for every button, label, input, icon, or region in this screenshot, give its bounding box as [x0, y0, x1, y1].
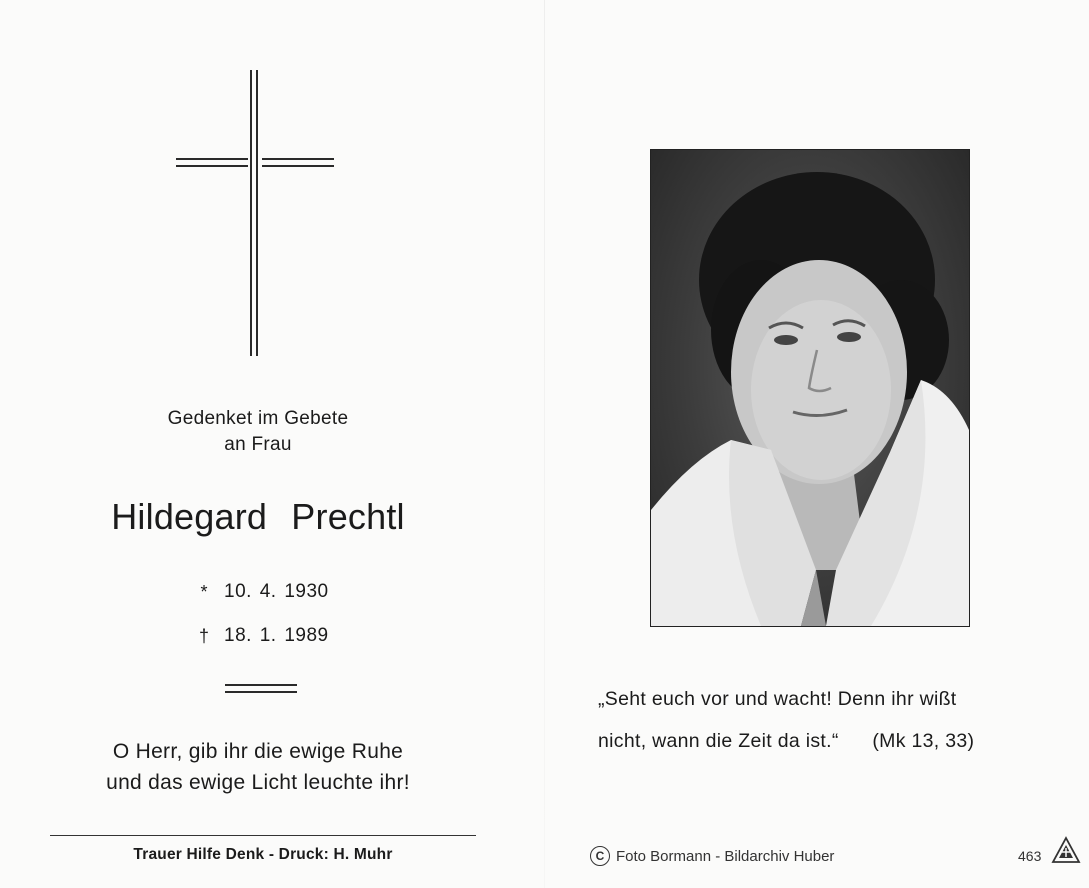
bible-quote — [598, 678, 1038, 762]
death-date: 18. 1. 1989 — [224, 625, 329, 646]
footer-rule — [50, 835, 476, 836]
remember-text — [40, 406, 476, 458]
copyright-icon: C — [590, 846, 610, 866]
birth-row — [184, 570, 329, 614]
quote-line-1: „Seht euch vor und wacht! Denn ihr wißt — [598, 688, 957, 710]
quote-reference: (Mk 13, 33) — [872, 730, 975, 752]
remember-line-1: Gedenket im Gebete — [167, 408, 349, 429]
printer-credit: Trauer Hilfe Denk - Druck: H. Muhr — [133, 846, 393, 863]
cross-icon — [176, 70, 334, 356]
page-number: 463 — [1018, 848, 1042, 864]
death-row — [184, 614, 329, 658]
photo-credit-block — [590, 846, 834, 866]
quote-line-2-text: nicht, wann die Zeit da ist.“ — [598, 730, 839, 752]
quote-line-2 — [598, 720, 1038, 762]
death-symbol: † — [198, 625, 209, 646]
prayer-line-1: O Herr, gib ihr die ewige Ruhe — [112, 740, 404, 763]
deceased-name: Hildegard Prechtl — [111, 496, 405, 537]
remember-line-2: an Frau — [224, 434, 292, 455]
divider-line-bottom — [225, 691, 297, 693]
prayer-line-2: und das ewige Licht leuchte ihr! — [106, 771, 410, 794]
dates — [184, 570, 329, 658]
fold-line — [544, 0, 545, 888]
birth-symbol: * — [200, 581, 208, 602]
birth-date: 10. 4. 1930 — [224, 581, 329, 602]
prayer — [40, 736, 476, 798]
divider-line-top — [225, 684, 297, 686]
triangle-logo-icon — [1051, 836, 1081, 864]
portrait-photo — [650, 149, 970, 627]
photo-credit: Foto Bormann - Bildarchiv Huber — [616, 847, 835, 865]
